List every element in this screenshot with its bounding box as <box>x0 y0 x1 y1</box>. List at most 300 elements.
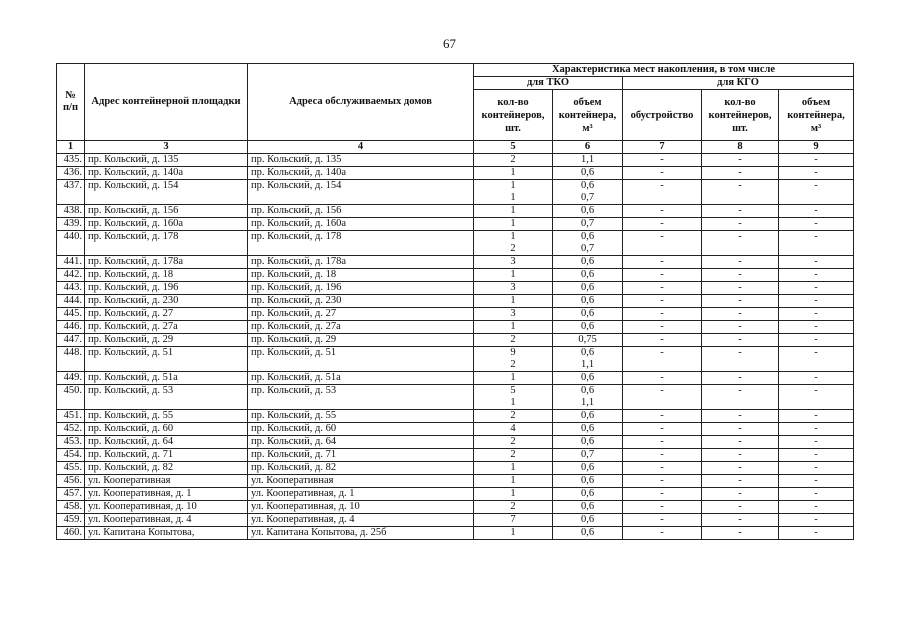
site-address: пр. Кольский, д. 196 <box>85 282 248 295</box>
tko-volume: 0,6 <box>580 501 595 512</box>
kgo-volume: - <box>779 385 854 410</box>
site-address: пр. Кольский, д. 18 <box>85 269 248 282</box>
arrangement: - <box>623 514 702 527</box>
kgo-volume: - <box>779 154 854 167</box>
tko-volume-cell <box>553 501 623 514</box>
table-row <box>57 180 854 205</box>
row-number: 442. <box>57 269 85 282</box>
served-address: пр. Кольский, д. 18 <box>248 269 474 282</box>
row-number: 448. <box>57 347 85 372</box>
tko-volume: 0,6 <box>580 488 595 499</box>
tko-count-cell <box>474 295 553 308</box>
tko-volume-cell <box>553 514 623 527</box>
column-number: 6 <box>553 141 623 154</box>
tko-volume-cell <box>553 180 623 205</box>
tko-volume-cell <box>553 167 623 180</box>
kgo-volume: - <box>779 167 854 180</box>
header-arrangement: обустройство <box>623 90 702 141</box>
row-number: 444. <box>57 295 85 308</box>
container-sites-table <box>56 63 854 540</box>
kgo-volume: - <box>779 180 854 205</box>
tko-count: 1 <box>510 167 516 178</box>
tko-count: 2 <box>510 359 516 370</box>
tko-volume-cell <box>553 295 623 308</box>
tko-volume: 0,6 <box>580 385 595 396</box>
header-kgo-count: кол-во контейнеров, шт. <box>702 90 779 141</box>
site-address: пр. Кольский, д. 51а <box>85 372 248 385</box>
column-number: 9 <box>779 141 854 154</box>
arrangement: - <box>623 347 702 372</box>
tko-volume-cell <box>553 205 623 218</box>
site-address: пр. Кольский, д. 156 <box>85 205 248 218</box>
tko-count: 1 <box>510 295 516 306</box>
site-address: пр. Кольский, д. 230 <box>85 295 248 308</box>
tko-volume: 0,6 <box>580 167 595 178</box>
row-number: 459. <box>57 514 85 527</box>
tko-count: 2 <box>510 154 516 165</box>
tko-count: 1 <box>510 205 516 216</box>
tko-volume: 0,6 <box>580 527 595 538</box>
tko-count-cell <box>474 218 553 231</box>
arrangement: - <box>623 475 702 488</box>
site-address: пр. Кольский, д. 178 <box>85 231 248 256</box>
tko-count: 1 <box>510 527 516 538</box>
row-number: 440. <box>57 231 85 256</box>
row-number: 453. <box>57 436 85 449</box>
site-address: ул. Капитана Копытова, <box>85 527 248 540</box>
kgo-volume: - <box>779 256 854 269</box>
tko-volume: 0,6 <box>580 475 595 486</box>
table-row <box>57 514 854 527</box>
kgo-count: - <box>702 256 779 269</box>
site-address: пр. Кольский, д. 154 <box>85 180 248 205</box>
served-address: пр. Кольский, д. 196 <box>248 282 474 295</box>
row-number: 447. <box>57 334 85 347</box>
served-address: ул. Кооперативная, д. 1 <box>248 488 474 501</box>
kgo-count: - <box>702 514 779 527</box>
header-kgo-volume: объем контейнера, м³ <box>779 90 854 141</box>
tko-count: 2 <box>510 410 516 421</box>
served-address: ул. Капитана Копытова, д. 25б <box>248 527 474 540</box>
arrangement: - <box>623 372 702 385</box>
tko-count: 2 <box>510 449 516 460</box>
site-address: пр. Кольский, д. 55 <box>85 410 248 423</box>
tko-volume: 0,6 <box>580 205 595 216</box>
tko-count: 9 <box>510 347 516 358</box>
table-row <box>57 462 854 475</box>
kgo-count: - <box>702 308 779 321</box>
tko-volume: 0,6 <box>580 410 595 421</box>
table-body <box>57 154 854 540</box>
row-number: 451. <box>57 410 85 423</box>
row-number: 446. <box>57 321 85 334</box>
kgo-count: - <box>702 385 779 410</box>
arrangement: - <box>623 449 702 462</box>
table-row <box>57 167 854 180</box>
kgo-count: - <box>702 231 779 256</box>
tko-volume-cell <box>553 218 623 231</box>
row-number: 450. <box>57 385 85 410</box>
tko-count: 4 <box>510 423 516 434</box>
tko-volume: 1,1 <box>580 359 595 370</box>
tko-count: 3 <box>510 256 516 267</box>
arrangement: - <box>623 488 702 501</box>
site-address: пр. Кольский, д. 178а <box>85 256 248 269</box>
table-row <box>57 372 854 385</box>
kgo-count: - <box>702 180 779 205</box>
tko-volume: 0,6 <box>580 180 595 191</box>
table-row <box>57 295 854 308</box>
kgo-count: - <box>702 334 779 347</box>
served-address: пр. Кольский, д. 135 <box>248 154 474 167</box>
kgo-count: - <box>702 372 779 385</box>
tko-count: 1 <box>510 192 516 203</box>
tko-volume-cell <box>553 256 623 269</box>
table-row <box>57 423 854 436</box>
row-number: 449. <box>57 372 85 385</box>
kgo-count: - <box>702 527 779 540</box>
column-number: 3 <box>85 141 248 154</box>
row-number: 460. <box>57 527 85 540</box>
arrangement: - <box>623 501 702 514</box>
arrangement: - <box>623 334 702 347</box>
tko-volume-cell <box>553 308 623 321</box>
tko-count-cell <box>474 167 553 180</box>
site-address: пр. Кольский, д. 60 <box>85 423 248 436</box>
served-address: ул. Кооперативная, д. 4 <box>248 514 474 527</box>
tko-volume: 0,6 <box>580 282 595 293</box>
tko-volume: 1,1 <box>580 397 595 408</box>
kgo-count: - <box>702 205 779 218</box>
site-address: пр. Кольский, д. 71 <box>85 449 248 462</box>
kgo-count: - <box>702 410 779 423</box>
row-number: 435. <box>57 154 85 167</box>
tko-volume-cell <box>553 488 623 501</box>
tko-count: 7 <box>510 514 516 525</box>
served-address: пр. Кольский, д. 27а <box>248 321 474 334</box>
kgo-volume: - <box>779 449 854 462</box>
served-address: пр. Кольский, д. 60 <box>248 423 474 436</box>
table-row <box>57 334 854 347</box>
arrangement: - <box>623 231 702 256</box>
tko-count-cell <box>474 475 553 488</box>
arrangement: - <box>623 295 702 308</box>
served-address: пр. Кольский, д. 27 <box>248 308 474 321</box>
tko-volume-cell <box>553 321 623 334</box>
kgo-volume: - <box>779 514 854 527</box>
tko-count: 5 <box>510 385 516 396</box>
tko-count-cell <box>474 423 553 436</box>
arrangement: - <box>623 180 702 205</box>
kgo-count: - <box>702 321 779 334</box>
tko-volume-cell <box>553 372 623 385</box>
served-address: пр. Кольский, д. 178а <box>248 256 474 269</box>
served-address: пр. Кольский, д. 64 <box>248 436 474 449</box>
tko-count: 1 <box>510 180 516 191</box>
served-address: пр. Кольский, д. 230 <box>248 295 474 308</box>
arrangement: - <box>623 436 702 449</box>
served-address: пр. Кольский, д. 178 <box>248 231 474 256</box>
table-row <box>57 218 854 231</box>
tko-volume: 0,7 <box>580 192 595 203</box>
tko-volume-cell <box>553 154 623 167</box>
tko-volume: 0,6 <box>580 372 595 383</box>
tko-volume: 0,6 <box>580 269 595 280</box>
tko-volume: 0,75 <box>578 334 597 345</box>
kgo-volume: - <box>779 269 854 282</box>
served-address: пр. Кольский, д. 29 <box>248 334 474 347</box>
row-number: 437. <box>57 180 85 205</box>
row-number: 445. <box>57 308 85 321</box>
site-address: ул. Кооперативная, д. 4 <box>85 514 248 527</box>
tko-count: 1 <box>510 475 516 486</box>
header-address: Адрес контейнерной площадки <box>85 64 248 141</box>
tko-volume-cell <box>553 410 623 423</box>
site-address: ул. Кооперативная, д. 1 <box>85 488 248 501</box>
tko-volume: 0,6 <box>580 321 595 332</box>
tko-count: 1 <box>510 462 516 473</box>
tko-count: 1 <box>510 397 516 408</box>
kgo-count: - <box>702 167 779 180</box>
row-number: 443. <box>57 282 85 295</box>
tko-count-cell <box>474 180 553 205</box>
row-number: 458. <box>57 501 85 514</box>
kgo-volume: - <box>779 423 854 436</box>
tko-count-cell <box>474 462 553 475</box>
table-row <box>57 527 854 540</box>
kgo-count: - <box>702 475 779 488</box>
tko-count-cell <box>474 256 553 269</box>
tko-count-cell <box>474 449 553 462</box>
served-address: пр. Кольский, д. 140а <box>248 167 474 180</box>
kgo-volume: - <box>779 205 854 218</box>
row-number: 439. <box>57 218 85 231</box>
tko-count-cell <box>474 334 553 347</box>
tko-count: 2 <box>510 436 516 447</box>
tko-count-cell <box>474 269 553 282</box>
kgo-count: - <box>702 269 779 282</box>
served-address: пр. Кольский, д. 55 <box>248 410 474 423</box>
kgo-count: - <box>702 462 779 475</box>
tko-volume: 0,7 <box>580 243 595 254</box>
tko-count: 1 <box>510 218 516 229</box>
served-address: пр. Кольский, д. 154 <box>248 180 474 205</box>
row-number: 456. <box>57 475 85 488</box>
site-address: пр. Кольский, д. 53 <box>85 385 248 410</box>
arrangement: - <box>623 423 702 436</box>
served-address: пр. Кольский, д. 51 <box>248 347 474 372</box>
header-num: № п/п <box>57 64 85 141</box>
served-address: пр. Кольский, д. 51а <box>248 372 474 385</box>
kgo-count: - <box>702 218 779 231</box>
header-served: Адреса обслуживаемых домов <box>248 64 474 141</box>
column-number: 7 <box>623 141 702 154</box>
tko-count-cell <box>474 385 553 410</box>
tko-count: 1 <box>510 488 516 499</box>
kgo-volume: - <box>779 295 854 308</box>
arrangement: - <box>623 167 702 180</box>
tko-count-cell <box>474 514 553 527</box>
tko-volume: 0,6 <box>580 231 595 242</box>
column-number: 1 <box>57 141 85 154</box>
table-row <box>57 449 854 462</box>
arrangement: - <box>623 205 702 218</box>
served-address: пр. Кольский, д. 71 <box>248 449 474 462</box>
page-number: 67 <box>443 36 456 51</box>
kgo-count: - <box>702 449 779 462</box>
arrangement: - <box>623 410 702 423</box>
site-address: ул. Кооперативная, д. 10 <box>85 501 248 514</box>
tko-count: 1 <box>510 372 516 383</box>
tko-count: 2 <box>510 334 516 345</box>
tko-count: 2 <box>510 501 516 512</box>
tko-volume-cell <box>553 475 623 488</box>
tko-volume: 0,6 <box>580 462 595 473</box>
arrangement: - <box>623 527 702 540</box>
served-address: ул. Кооперативная, д. 10 <box>248 501 474 514</box>
tko-volume: 0,6 <box>580 436 595 447</box>
arrangement: - <box>623 385 702 410</box>
tko-volume: 0,6 <box>580 514 595 525</box>
arrangement: - <box>623 282 702 295</box>
table-row <box>57 347 854 372</box>
kgo-volume: - <box>779 321 854 334</box>
table-row <box>57 205 854 218</box>
table-row <box>57 385 854 410</box>
served-address: пр. Кольский, д. 53 <box>248 385 474 410</box>
tko-volume-cell <box>553 436 623 449</box>
table-row <box>57 410 854 423</box>
row-number: 436. <box>57 167 85 180</box>
row-number: 441. <box>57 256 85 269</box>
kgo-volume: - <box>779 501 854 514</box>
site-address: пр. Кольский, д. 64 <box>85 436 248 449</box>
header-tko-volume: объем контейнера, м³ <box>553 90 623 141</box>
kgo-volume: - <box>779 347 854 372</box>
kgo-volume: - <box>779 334 854 347</box>
kgo-volume: - <box>779 436 854 449</box>
header-tko-count: кол-во контейнеров, шт. <box>474 90 553 141</box>
column-number: 4 <box>248 141 474 154</box>
tko-volume-cell <box>553 462 623 475</box>
row-number: 457. <box>57 488 85 501</box>
tko-count-cell <box>474 154 553 167</box>
tko-count-cell <box>474 308 553 321</box>
header-group: Характеристика мест накопления, в том числе <box>474 64 854 77</box>
kgo-volume: - <box>779 527 854 540</box>
site-address: пр. Кольский, д. 135 <box>85 154 248 167</box>
table-row <box>57 308 854 321</box>
kgo-volume: - <box>779 231 854 256</box>
table-row <box>57 436 854 449</box>
tko-volume: 0,6 <box>580 347 595 358</box>
tko-count-cell <box>474 488 553 501</box>
table-row <box>57 256 854 269</box>
tko-count: 3 <box>510 282 516 293</box>
table-row <box>57 501 854 514</box>
site-address: пр. Кольский, д. 82 <box>85 462 248 475</box>
table-row <box>57 282 854 295</box>
kgo-count: - <box>702 423 779 436</box>
table-row <box>57 154 854 167</box>
table-row <box>57 269 854 282</box>
tko-volume: 0,7 <box>580 449 595 460</box>
kgo-volume: - <box>779 410 854 423</box>
tko-volume-cell <box>553 449 623 462</box>
arrangement: - <box>623 321 702 334</box>
header-kgo: для КГО <box>623 77 854 90</box>
tko-volume: 0,6 <box>580 256 595 267</box>
tko-count-cell <box>474 282 553 295</box>
served-address: пр. Кольский, д. 160а <box>248 218 474 231</box>
arrangement: - <box>623 269 702 282</box>
kgo-volume: - <box>779 488 854 501</box>
tko-count-cell <box>474 321 553 334</box>
tko-count-cell <box>474 372 553 385</box>
tko-count-cell <box>474 205 553 218</box>
kgo-count: - <box>702 488 779 501</box>
kgo-count: - <box>702 282 779 295</box>
tko-volume-cell <box>553 282 623 295</box>
tko-count: 1 <box>510 231 516 242</box>
table-row <box>57 488 854 501</box>
tko-count: 1 <box>510 269 516 280</box>
kgo-volume: - <box>779 372 854 385</box>
tko-volume-cell <box>553 385 623 410</box>
tko-count: 2 <box>510 243 516 254</box>
site-address: пр. Кольский, д. 27 <box>85 308 248 321</box>
served-address: пр. Кольский, д. 82 <box>248 462 474 475</box>
tko-count: 3 <box>510 308 516 319</box>
kgo-count: - <box>702 295 779 308</box>
tko-volume: 0,7 <box>580 218 595 229</box>
kgo-count: - <box>702 436 779 449</box>
site-address: пр. Кольский, д. 51 <box>85 347 248 372</box>
site-address: пр. Кольский, д. 29 <box>85 334 248 347</box>
kgo-volume: - <box>779 218 854 231</box>
row-number: 454. <box>57 449 85 462</box>
tko-count-cell <box>474 436 553 449</box>
tko-count-cell <box>474 527 553 540</box>
row-number: 438. <box>57 205 85 218</box>
served-address: ул. Кооперативная <box>248 475 474 488</box>
kgo-count: - <box>702 347 779 372</box>
header-tko: для ТКО <box>474 77 623 90</box>
arrangement: - <box>623 462 702 475</box>
tko-count-cell <box>474 410 553 423</box>
tko-volume: 1,1 <box>580 154 595 165</box>
table-row <box>57 321 854 334</box>
tko-volume-cell <box>553 334 623 347</box>
table-row <box>57 475 854 488</box>
arrangement: - <box>623 308 702 321</box>
row-number: 455. <box>57 462 85 475</box>
column-number: 5 <box>474 141 553 154</box>
kgo-count: - <box>702 154 779 167</box>
tko-volume-cell <box>553 347 623 372</box>
site-address: пр. Кольский, д. 27а <box>85 321 248 334</box>
tko-volume: 0,6 <box>580 295 595 306</box>
tko-count: 1 <box>510 321 516 332</box>
row-number: 452. <box>57 423 85 436</box>
tko-volume-cell <box>553 269 623 282</box>
tko-count-cell <box>474 347 553 372</box>
table-row <box>57 231 854 256</box>
site-address: ул. Кооперативная <box>85 475 248 488</box>
kgo-volume: - <box>779 282 854 295</box>
tko-count-cell <box>474 501 553 514</box>
served-address: пр. Кольский, д. 156 <box>248 205 474 218</box>
